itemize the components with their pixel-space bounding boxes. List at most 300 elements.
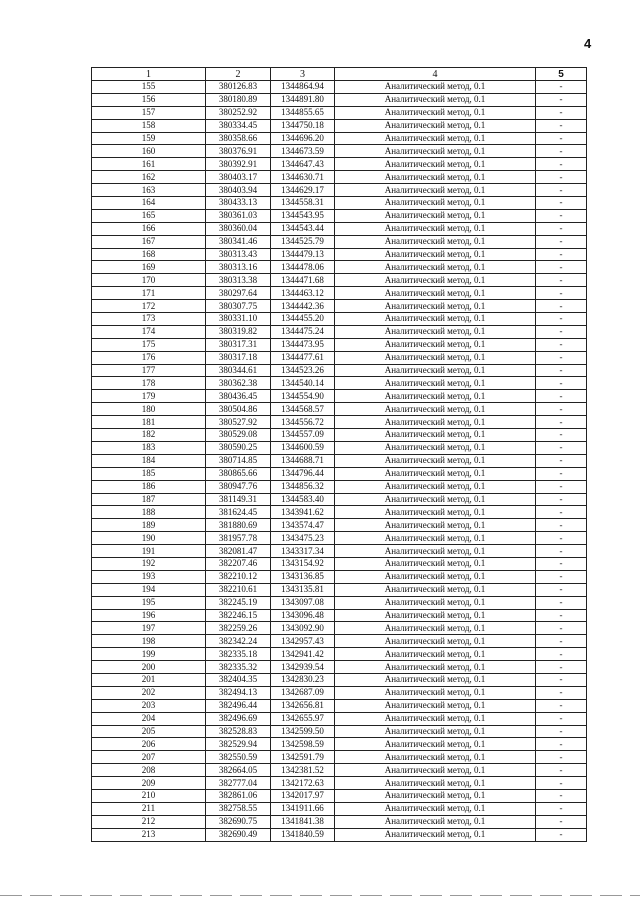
table-row [92,235,587,248]
y-coordinate-cell: 1342655.97 [271,712,335,725]
column-header-y-coordinate: 3 [271,68,335,81]
table-row [92,416,587,429]
point-number-cell: 196 [92,609,206,622]
x-coordinate-cell: 380362.38 [206,377,271,390]
method-cell: Аналитический метод, 0.1 [335,635,536,648]
point-number-cell: 201 [92,673,206,686]
notes-cell: - [536,583,587,596]
table-row [92,158,587,171]
point-number-cell: 168 [92,248,206,261]
notes-cell: - [536,622,587,635]
x-coordinate-cell: 382529.94 [206,738,271,751]
table-row [92,751,587,764]
y-coordinate-cell: 1343136.85 [271,570,335,583]
point-number-cell: 155 [92,81,206,94]
point-number-cell: 173 [92,313,206,326]
table-row [92,93,587,106]
notes-cell: - [536,828,587,841]
x-coordinate-cell: 380436.45 [206,390,271,403]
notes-cell: - [536,261,587,274]
table-row [92,661,587,674]
notes-cell: - [536,764,587,777]
table-row [92,325,587,338]
y-coordinate-cell: 1344568.57 [271,403,335,416]
method-cell: Аналитический метод, 0.1 [335,699,536,712]
x-coordinate-cell: 382494.13 [206,686,271,699]
x-coordinate-cell: 382690.49 [206,828,271,841]
notes-cell: - [536,364,587,377]
notes-cell: - [536,429,587,442]
table-row [92,699,587,712]
table-row [92,287,587,300]
table-row [92,480,587,493]
notes-cell: - [536,222,587,235]
column-header-method: 4 [335,68,536,81]
notes-cell: - [536,81,587,94]
y-coordinate-cell: 1344442.36 [271,300,335,313]
notes-cell: - [536,235,587,248]
x-coordinate-cell: 380947.76 [206,480,271,493]
method-cell: Аналитический метод, 0.1 [335,197,536,210]
notes-cell: - [536,467,587,480]
notes-cell: - [536,609,587,622]
x-coordinate-cell: 382259.26 [206,622,271,635]
y-coordinate-cell: 1343154.92 [271,557,335,570]
table-row [92,222,587,235]
notes-cell: - [536,454,587,467]
table-row [92,132,587,145]
method-cell: Аналитический метод, 0.1 [335,158,536,171]
method-cell: Аналитический метод, 0.1 [335,493,536,506]
x-coordinate-cell: 382861.06 [206,789,271,802]
notes-cell: - [536,738,587,751]
point-number-cell: 199 [92,648,206,661]
x-coordinate-cell: 380433.13 [206,197,271,210]
y-coordinate-cell: 1344630.71 [271,171,335,184]
method-cell: Аналитический метод, 0.1 [335,545,536,558]
notes-cell: - [536,416,587,429]
notes-cell: - [536,480,587,493]
notes-cell: - [536,119,587,132]
table-row [92,81,587,94]
point-number-cell: 182 [92,429,206,442]
point-number-cell: 177 [92,364,206,377]
x-coordinate-cell: 381624.45 [206,506,271,519]
notes-cell: - [536,596,587,609]
y-coordinate-cell: 1344477.61 [271,351,335,364]
point-number-cell: 183 [92,441,206,454]
y-coordinate-cell: 1344478.06 [271,261,335,274]
x-coordinate-cell: 380313.16 [206,261,271,274]
table-row [92,777,587,790]
y-coordinate-cell: 1344463.12 [271,287,335,300]
y-coordinate-cell: 1344479.13 [271,248,335,261]
method-cell: Аналитический метод, 0.1 [335,764,536,777]
x-coordinate-cell: 380307.75 [206,300,271,313]
point-number-cell: 179 [92,390,206,403]
point-number-cell: 162 [92,171,206,184]
x-coordinate-cell: 380341.46 [206,235,271,248]
header-row [92,68,587,81]
notes-cell: - [536,274,587,287]
method-cell: Аналитический метод, 0.1 [335,235,536,248]
method-cell: Аналитический метод, 0.1 [335,789,536,802]
y-coordinate-cell: 1342591.79 [271,751,335,764]
x-coordinate-cell: 380403.17 [206,171,271,184]
y-coordinate-cell: 1344647.43 [271,158,335,171]
notes-cell: - [536,815,587,828]
point-number-cell: 213 [92,828,206,841]
notes-cell: - [536,635,587,648]
notes-cell: - [536,403,587,416]
y-coordinate-cell: 1344864.94 [271,81,335,94]
method-cell: Аналитический метод, 0.1 [335,390,536,403]
point-number-cell: 187 [92,493,206,506]
notes-cell: - [536,789,587,802]
x-coordinate-cell: 382777.04 [206,777,271,790]
table-row [92,145,587,158]
table-row [92,764,587,777]
y-coordinate-cell: 1344540.14 [271,377,335,390]
x-coordinate-cell: 380297.64 [206,287,271,300]
x-coordinate-cell: 380865.66 [206,467,271,480]
point-number-cell: 207 [92,751,206,764]
method-cell: Аналитический метод, 0.1 [335,93,536,106]
notes-cell: - [536,802,587,815]
column-header-x-coordinate: 2 [206,68,271,81]
method-cell: Аналитический метод, 0.1 [335,480,536,493]
method-cell: Аналитический метод, 0.1 [335,609,536,622]
point-number-cell: 190 [92,532,206,545]
method-cell: Аналитический метод, 0.1 [335,364,536,377]
method-cell: Аналитический метод, 0.1 [335,673,536,686]
x-coordinate-cell: 380126.83 [206,81,271,94]
table-row [92,789,587,802]
y-coordinate-cell: 1342017.97 [271,789,335,802]
point-number-cell: 198 [92,635,206,648]
method-cell: Аналитический метод, 0.1 [335,132,536,145]
notes-cell: - [536,197,587,210]
method-cell: Аналитический метод, 0.1 [335,532,536,545]
point-number-cell: 163 [92,184,206,197]
point-number-cell: 192 [92,557,206,570]
point-number-cell: 188 [92,506,206,519]
method-cell: Аналитический метод, 0.1 [335,570,536,583]
y-coordinate-cell: 1344891.80 [271,93,335,106]
table-row [92,248,587,261]
point-number-cell: 172 [92,300,206,313]
y-coordinate-cell: 1344543.44 [271,222,335,235]
table-row [92,403,587,416]
x-coordinate-cell: 382210.12 [206,570,271,583]
x-coordinate-cell: 382550.59 [206,751,271,764]
notes-cell: - [536,338,587,351]
y-coordinate-cell: 1344856.32 [271,480,335,493]
table-row [92,815,587,828]
notes-cell: - [536,661,587,674]
x-coordinate-cell: 380313.38 [206,274,271,287]
point-number-cell: 159 [92,132,206,145]
notes-cell: - [536,699,587,712]
table-row [92,557,587,570]
notes-cell: - [536,248,587,261]
notes-cell: - [536,648,587,661]
table-row [92,467,587,480]
point-number-cell: 191 [92,545,206,558]
point-number-cell: 202 [92,686,206,699]
column-header-point-number: 1 [92,68,206,81]
method-cell: Аналитический метод, 0.1 [335,81,536,94]
notes-cell: - [536,751,587,764]
table-row [92,184,587,197]
notes-cell: - [536,519,587,532]
footer-divider [0,895,640,896]
point-number-cell: 176 [92,351,206,364]
x-coordinate-cell: 382210.61 [206,583,271,596]
method-cell: Аналитический метод, 0.1 [335,815,536,828]
table-row [92,261,587,274]
method-cell: Аналитический метод, 0.1 [335,416,536,429]
table-row [92,622,587,635]
table-row [92,648,587,661]
y-coordinate-cell: 1342598.59 [271,738,335,751]
point-number-cell: 205 [92,725,206,738]
notes-cell: - [536,493,587,506]
method-cell: Аналитический метод, 0.1 [335,519,536,532]
table-row [92,441,587,454]
point-number-cell: 157 [92,106,206,119]
method-cell: Аналитический метод, 0.1 [335,261,536,274]
notes-cell: - [536,287,587,300]
page-number: 4 [584,36,592,51]
x-coordinate-cell: 380403.94 [206,184,271,197]
y-coordinate-cell: 1343475.23 [271,532,335,545]
table-row [92,493,587,506]
table-row [92,596,587,609]
x-coordinate-cell: 382245.19 [206,596,271,609]
method-cell: Аналитический метод, 0.1 [335,686,536,699]
point-number-cell: 161 [92,158,206,171]
y-coordinate-cell: 1344855.65 [271,106,335,119]
y-coordinate-cell: 1344543.95 [271,209,335,222]
method-cell: Аналитический метод, 0.1 [335,725,536,738]
table-row [92,454,587,467]
notes-cell: - [536,158,587,171]
point-number-cell: 197 [92,622,206,635]
method-cell: Аналитический метод, 0.1 [335,802,536,815]
x-coordinate-cell: 380590.25 [206,441,271,454]
point-number-cell: 165 [92,209,206,222]
method-cell: Аналитический метод, 0.1 [335,712,536,725]
x-coordinate-cell: 382335.18 [206,648,271,661]
notes-cell: - [536,171,587,184]
table-row [92,429,587,442]
notes-cell: - [536,132,587,145]
point-number-cell: 189 [92,519,206,532]
table-row [92,545,587,558]
notes-cell: - [536,106,587,119]
x-coordinate-cell: 382246.15 [206,609,271,622]
y-coordinate-cell: 1341840.59 [271,828,335,841]
y-coordinate-cell: 1343092.90 [271,622,335,635]
point-number-cell: 208 [92,764,206,777]
table-row [92,686,587,699]
notes-cell: - [536,506,587,519]
x-coordinate-cell: 380319.82 [206,325,271,338]
point-number-cell: 166 [92,222,206,235]
x-coordinate-cell: 382081.47 [206,545,271,558]
y-coordinate-cell: 1344556.72 [271,416,335,429]
y-coordinate-cell: 1343097.08 [271,596,335,609]
y-coordinate-cell: 1343574.47 [271,519,335,532]
method-cell: Аналитический метод, 0.1 [335,209,536,222]
notes-cell: - [536,673,587,686]
notes-cell: - [536,325,587,338]
notes-cell: - [536,557,587,570]
x-coordinate-cell: 380361.03 [206,209,271,222]
point-number-cell: 178 [92,377,206,390]
x-coordinate-cell: 382404.35 [206,673,271,686]
point-number-cell: 170 [92,274,206,287]
y-coordinate-cell: 1344673.59 [271,145,335,158]
x-coordinate-cell: 381957.78 [206,532,271,545]
x-coordinate-cell: 381880.69 [206,519,271,532]
table-row [92,519,587,532]
point-number-cell: 212 [92,815,206,828]
y-coordinate-cell: 1344473.95 [271,338,335,351]
notes-cell: - [536,209,587,222]
notes-cell: - [536,777,587,790]
notes-cell: - [536,313,587,326]
point-number-cell: 209 [92,777,206,790]
x-coordinate-cell: 382664.05 [206,764,271,777]
method-cell: Аналитический метод, 0.1 [335,222,536,235]
notes-cell: - [536,441,587,454]
y-coordinate-cell: 1342172.63 [271,777,335,790]
y-coordinate-cell: 1344554.90 [271,390,335,403]
table-row [92,300,587,313]
table-row [92,570,587,583]
point-number-cell: 169 [92,261,206,274]
table-row [92,609,587,622]
y-coordinate-cell: 1342599.50 [271,725,335,738]
method-cell: Аналитический метод, 0.1 [335,184,536,197]
method-cell: Аналитический метод, 0.1 [335,506,536,519]
y-coordinate-cell: 1343096.48 [271,609,335,622]
y-coordinate-cell: 1342830.23 [271,673,335,686]
x-coordinate-cell: 380392.91 [206,158,271,171]
table-row [92,725,587,738]
y-coordinate-cell: 1344525.79 [271,235,335,248]
notes-cell: - [536,377,587,390]
point-number-cell: 171 [92,287,206,300]
x-coordinate-cell: 382496.44 [206,699,271,712]
x-coordinate-cell: 380331.10 [206,313,271,326]
x-coordinate-cell: 380358.66 [206,132,271,145]
y-coordinate-cell: 1344523.26 [271,364,335,377]
x-coordinate-cell: 380527.92 [206,416,271,429]
method-cell: Аналитический метод, 0.1 [335,467,536,480]
table-body [92,81,587,842]
y-coordinate-cell: 1344475.24 [271,325,335,338]
notes-cell: - [536,712,587,725]
table-row [92,171,587,184]
notes-cell: - [536,532,587,545]
x-coordinate-cell: 380360.04 [206,222,271,235]
point-number-cell: 195 [92,596,206,609]
table-row [92,351,587,364]
x-coordinate-cell: 380714.85 [206,454,271,467]
point-number-cell: 210 [92,789,206,802]
notes-cell: - [536,300,587,313]
table-row [92,274,587,287]
table-row [92,532,587,545]
point-number-cell: 158 [92,119,206,132]
method-cell: Аналитический метод, 0.1 [335,300,536,313]
x-coordinate-cell: 382690.75 [206,815,271,828]
method-cell: Аналитический метод, 0.1 [335,828,536,841]
y-coordinate-cell: 1344455.20 [271,313,335,326]
point-number-cell: 206 [92,738,206,751]
point-number-cell: 180 [92,403,206,416]
y-coordinate-cell: 1343941.62 [271,506,335,519]
x-coordinate-cell: 382496.69 [206,712,271,725]
y-coordinate-cell: 1344629.17 [271,184,335,197]
y-coordinate-cell: 1344696.20 [271,132,335,145]
table-row [92,673,587,686]
point-number-cell: 185 [92,467,206,480]
method-cell: Аналитический метод, 0.1 [335,171,536,184]
table-row [92,802,587,815]
table-row [92,338,587,351]
notes-cell: - [536,545,587,558]
x-coordinate-cell: 380313.43 [206,248,271,261]
method-cell: Аналитический метод, 0.1 [335,596,536,609]
method-cell: Аналитический метод, 0.1 [335,738,536,751]
point-number-cell: 194 [92,583,206,596]
x-coordinate-cell: 382335.32 [206,661,271,674]
x-coordinate-cell: 382342.24 [206,635,271,648]
point-number-cell: 193 [92,570,206,583]
method-cell: Аналитический метод, 0.1 [335,287,536,300]
x-coordinate-cell: 382528.83 [206,725,271,738]
y-coordinate-cell: 1342687.09 [271,686,335,699]
point-number-cell: 211 [92,802,206,815]
y-coordinate-cell: 1344558.31 [271,197,335,210]
point-number-cell: 167 [92,235,206,248]
table-row [92,635,587,648]
x-coordinate-cell: 380334.45 [206,119,271,132]
x-coordinate-cell: 380504.86 [206,403,271,416]
notes-cell: - [536,93,587,106]
table-row [92,119,587,132]
y-coordinate-cell: 1342939.54 [271,661,335,674]
table-row [92,390,587,403]
table-row [92,197,587,210]
x-coordinate-cell: 380180.89 [206,93,271,106]
method-cell: Аналитический метод, 0.1 [335,454,536,467]
method-cell: Аналитический метод, 0.1 [335,351,536,364]
y-coordinate-cell: 1343317.34 [271,545,335,558]
y-coordinate-cell: 1342941.42 [271,648,335,661]
x-coordinate-cell: 381149.31 [206,493,271,506]
y-coordinate-cell: 1344583.40 [271,493,335,506]
y-coordinate-cell: 1344796.44 [271,467,335,480]
method-cell: Аналитический метод, 0.1 [335,313,536,326]
method-cell: Аналитический метод, 0.1 [335,583,536,596]
table-row [92,738,587,751]
table-row [92,712,587,725]
